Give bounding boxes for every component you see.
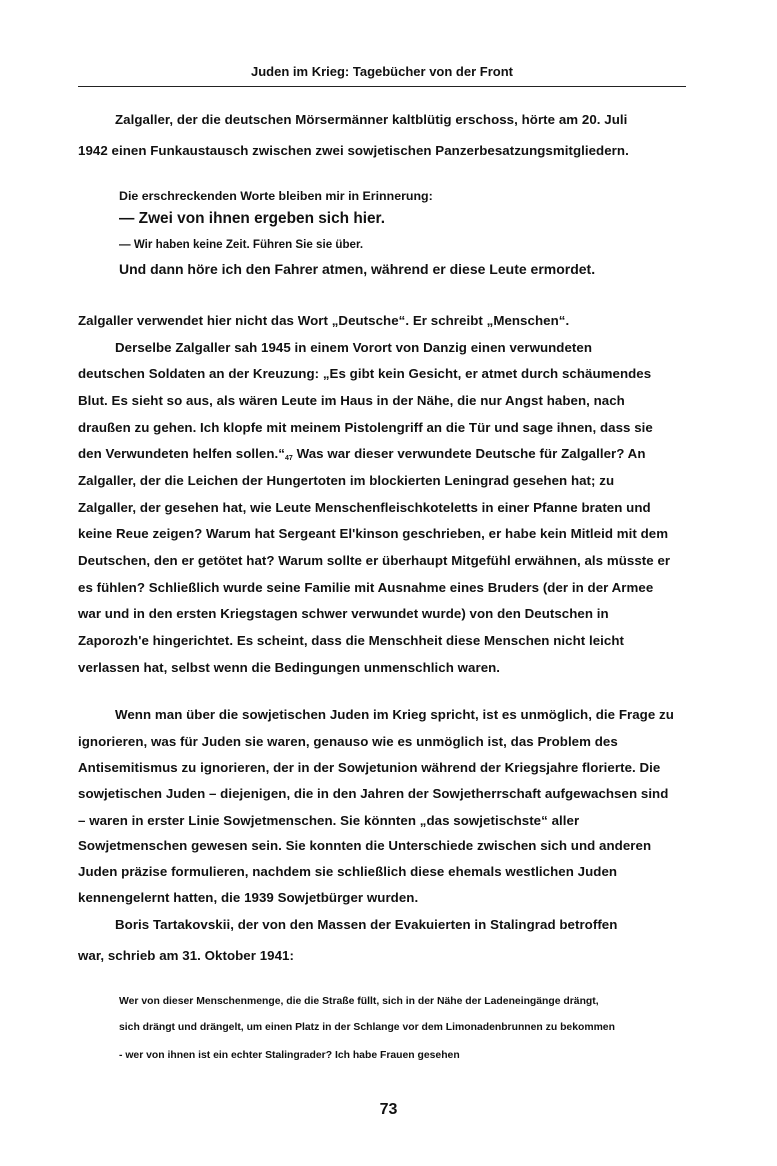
paragraph-line: verlassen hat, selbst wenn die Bedingungen unmenschlich waren. bbox=[78, 660, 501, 675]
paragraph-line: Zalgaller, der gesehen hat, wie Leute Menschenfleischkoteletts in einer Pfanne braten und bbox=[78, 500, 651, 515]
running-head: Juden im Krieg: Tagebücher von der Front bbox=[251, 64, 513, 79]
paragraph-line: es fühlen? Schließlich wurde seine Familie mit Ausnahme eines Bruders (der in der Armee bbox=[78, 580, 654, 595]
footnote-marker[interactable]: 47 bbox=[284, 455, 293, 462]
quote-intro: Die erschreckenden Worte bleiben mir in Erinnerung: bbox=[119, 189, 433, 203]
block-quote-line: - wer von ihnen ist ein echter Stalingrader? Ich habe Frauen gesehen bbox=[119, 1050, 460, 1061]
paragraph-text: Was war dieser verwundete Deutsche für Zalgaller? An bbox=[292, 446, 646, 461]
paragraph-line: Antisemitismus zu ignorieren, der in der Sowjetunion während der Kriegsjahre florierte. Die bbox=[78, 760, 661, 775]
paragraph-line: Blut. Es sieht so aus, als wären Leute im Haus in der Nähe, die nur Angst haben, nach bbox=[78, 393, 625, 408]
quote-line: Und dann höre ich den Fahrer atmen, während er diese Leute ermordet. bbox=[119, 261, 596, 277]
paragraph-line: Juden präzise formulieren, nachdem sie schließlich diese ehemals westlichen Juden bbox=[78, 864, 618, 879]
paragraph-line: Wenn man über die sowjetischen Juden im Krieg spricht, ist es unmöglich, die Frage zu bbox=[115, 707, 674, 722]
block-quote-line: Wer von dieser Menschenmenge, die die Straße füllt, sich in der Nähe der Ladeneingänge drängt, bbox=[119, 996, 599, 1007]
block-quote-line: sich drängt und drängelt, um einen Platz in der Schlange vor dem Limonadenbrunnen zu bekommen bbox=[119, 1022, 615, 1033]
header-rule bbox=[78, 86, 686, 87]
paragraph-line: war, schrieb am 31. Oktober 1941: bbox=[78, 948, 294, 963]
paragraph-line: Zaporozh'e hingerichtet. Es scheint, dass die Menschheit diese Menschen nicht leicht bbox=[78, 633, 625, 648]
paragraph-line: Boris Tartakovskii, der von den Massen der Evakuierten in Stalingrad betroffen bbox=[115, 917, 618, 932]
paragraph-line: Zalgaller, der die Leichen der Hungertoten im blockierten Leningrad gesehen hat; zu bbox=[78, 473, 615, 488]
paragraph-line: sowjetischen Juden – diejenigen, die in den Jahren der Sowjetherrschaft aufgewachsen sind bbox=[78, 786, 669, 801]
quote-line: — Wir haben keine Zeit. Führen Sie sie über. bbox=[119, 238, 364, 251]
paragraph-line: Sowjetmenschen gewesen sein. Sie konnten die Unterschiede zwischen sich und anderen bbox=[78, 838, 652, 853]
paragraph-line: kennengelernt hatten, die 1939 Sowjetbürger wurden. bbox=[78, 890, 419, 905]
paragraph-line: ignorieren, was für Juden sie waren, genauso wie es unmöglich ist, das Problem des bbox=[78, 734, 618, 749]
paragraph-line: Zalgaller, der die deutschen Mörsermänner kaltblütig erschoss, hörte am 20. Juli bbox=[115, 112, 628, 127]
paragraph-line: 1942 einen Funkaustausch zwischen zwei sowjetischen Panzerbesatzungsmitgliedern. bbox=[78, 143, 629, 158]
paragraph-line bbox=[78, 446, 646, 461]
paragraph-line: draußen zu gehen. Ich klopfe mit meinem Pistolengriff an die Tür und sage ihnen, dass sie bbox=[78, 420, 653, 435]
paragraph-line: Deutschen, den er getötet hat? Warum sollte er überhaupt Mitgefühl erwähnen, als müsste er bbox=[78, 553, 671, 568]
paragraph-line: Derselbe Zalgaller sah 1945 in einem Vorort von Danzig einen verwundeten bbox=[115, 340, 593, 355]
paragraph-line: – waren in erster Linie Sowjetmenschen. Sie könnten „das sowjetischste“ aller bbox=[78, 813, 580, 828]
page-number: 73 bbox=[379, 1101, 398, 1118]
paragraph-line: Zalgaller verwendet hier nicht das Wort „Deutsche“. Er schreibt „Menschen“. bbox=[78, 313, 570, 328]
quote-line: — Zwei von ihnen ergeben sich hier. bbox=[119, 210, 385, 227]
paragraph-text: den Verwundeten helfen sollen.“ bbox=[78, 446, 285, 461]
paragraph-line: deutschen Soldaten an der Kreuzung: „Es gibt kein Gesicht, er atmet durch schäumendes bbox=[78, 366, 652, 381]
paragraph-line: war und in den ersten Kriegstagen schwer verwundet wurde) von den Deutschen in bbox=[78, 606, 609, 621]
paragraph-line: keine Reue zeigen? Warum hat Sergeant El'kinson geschrieben, er habe kein Mitleid mit dem bbox=[78, 526, 669, 541]
